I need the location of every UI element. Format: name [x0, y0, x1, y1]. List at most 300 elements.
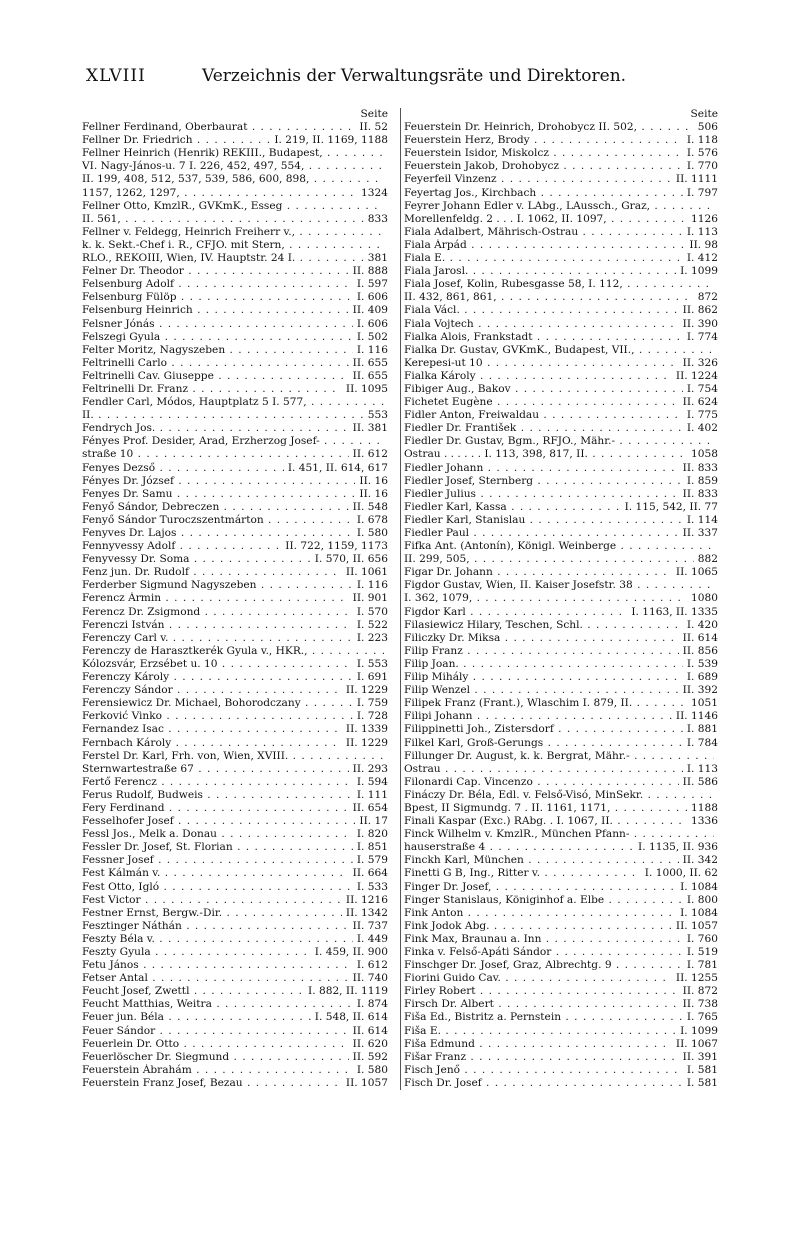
entry-name: Fiša Ed., Bistritz a. Pernstein . . . — [404, 1011, 683, 1024]
index-entry — [82, 1038, 388, 1051]
entry-page-ref: II. 1146 — [675, 710, 718, 723]
index-entry — [404, 789, 718, 802]
index-entry — [404, 435, 718, 448]
entry-name: Fibiger Aug., Bakov . . . — [404, 383, 683, 396]
entry-name: 1157, 1262, 1297, . . . — [82, 187, 357, 200]
entry-name: Fiedler Johann . . . — [404, 462, 679, 475]
right-column — [400, 108, 718, 1090]
entry-name: Filkel Karl, Groß-Gerungs . . . — [404, 737, 683, 750]
index-entry — [404, 684, 718, 697]
index-entry — [82, 723, 388, 736]
entry-name: Feuerstein Ábrahám . . . — [82, 1064, 353, 1077]
entry-page-ref: I. 570 — [356, 605, 388, 618]
entry-page-ref: I. 1084 — [680, 880, 718, 893]
entry-name: Firley Robert . . . — [404, 985, 679, 998]
entry-name: hauserstraße 4 . . . — [404, 841, 634, 854]
entry-name: Figdor Karl . . . — [404, 606, 627, 619]
index-entry — [404, 985, 718, 998]
entry-name: I. 362, 1079, . . . — [404, 592, 687, 605]
index-entry — [82, 462, 388, 475]
entry-name: Feltrinelli Dr. Franz . . . — [82, 383, 342, 396]
index-entry — [404, 632, 718, 645]
index-entry — [82, 160, 388, 173]
entry-name: Finck Wilhelm v. KmzlR., München Pfann- . . . — [404, 828, 714, 841]
entry-name: Fenyes Dezső . . . — [82, 462, 284, 475]
entry-name: Felsenburg Fülöp . . . — [82, 291, 353, 304]
entry-name: Fest Kálmán v. . . . — [82, 867, 349, 880]
entry-name: Feyertag Jos., Kirchbach . . . — [404, 187, 683, 200]
entry-name: II. 561, . . . — [82, 213, 364, 226]
index-entry — [404, 750, 718, 763]
entry-name: Fellner v. Feldegg, Heinrich Freiherr v., . . . — [82, 226, 384, 239]
entry-name: Feszty Gyula . . . — [82, 946, 311, 959]
entry-page-ref: I. 597 — [356, 278, 388, 291]
index-entry — [82, 946, 388, 959]
entry-name: Figar Dr. Johann . . . — [404, 566, 672, 579]
entry-page-ref: I. 116 — [356, 579, 388, 592]
index-entry — [404, 553, 718, 566]
entry-page-ref: II. 1255 — [675, 972, 718, 985]
entry-name: Feucht Josef, Zwettl . . . — [82, 985, 304, 998]
entry-name: Feltrinelli Carlo . . . — [82, 357, 349, 370]
index-entry — [404, 318, 718, 331]
entry-name: Fialka Dr. Gustav, GVKmK., Budapest, VII., . . . — [404, 344, 714, 357]
entry-name: Fiša E. . . . — [404, 1025, 676, 1038]
index-entry — [404, 1025, 718, 1038]
entry-page-ref: I. 451, II. 614, 617 — [287, 461, 388, 474]
entry-page-ref: I. 689 — [686, 671, 718, 684]
entry-page-ref: I. 606 — [356, 317, 388, 330]
index-entry — [404, 802, 718, 815]
entry-page-ref: I. 754 — [686, 382, 718, 395]
entry-name: Fiša Edmund . . . — [404, 1038, 672, 1051]
entry-page-ref: II. 654 — [352, 801, 388, 814]
index-entry — [82, 658, 388, 671]
index-entry — [404, 776, 718, 789]
index-entry — [82, 252, 388, 265]
entry-name: Fiala Jarosl. . . . — [404, 265, 676, 278]
entry-name: Fery Ferdinand . . . — [82, 802, 349, 815]
entry-page-ref: II. 548 — [352, 500, 388, 513]
index-entry — [404, 815, 718, 828]
entry-name: straße 10 . . . — [82, 448, 349, 461]
index-entry — [404, 147, 718, 160]
entry-name: Filip Mihály . . . — [404, 671, 683, 684]
index-entry — [404, 710, 718, 723]
index-entry — [404, 658, 718, 671]
index-entry — [404, 278, 718, 291]
index-entry — [82, 828, 388, 841]
entry-name: Felszegi Gyula . . . — [82, 331, 353, 344]
index-entry — [404, 239, 718, 252]
entry-page-ref: II. 1229 — [345, 736, 388, 749]
entry-name: Fiala Árpád . . . — [404, 239, 685, 252]
index-entry — [82, 265, 388, 278]
entry-page-ref: I. 553 — [356, 657, 388, 670]
entry-page-ref: 553 — [367, 409, 388, 422]
index-entry — [404, 1038, 718, 1051]
entry-name: Ostrau . . . — [404, 763, 683, 776]
entry-page-ref: I. 223 — [356, 631, 388, 644]
index-entry — [404, 1051, 718, 1064]
entry-name: Fiala E. . . . — [404, 252, 683, 265]
entry-page-ref: I. 114 — [686, 513, 718, 526]
index-entry — [82, 867, 388, 880]
index-entry — [404, 160, 718, 173]
index-entry — [82, 645, 388, 658]
entry-name: Festner Ernst, Bergw.-Dir. . . . — [82, 907, 342, 920]
entry-page-ref: I. 881 — [686, 723, 718, 736]
index-entry — [404, 422, 718, 435]
entry-page-ref: I. 579 — [356, 854, 388, 867]
entry-page-ref: I. 851 — [356, 841, 388, 854]
entry-page-ref: II. 16 — [359, 474, 388, 487]
index-entry — [404, 265, 718, 278]
index-entry — [404, 501, 718, 514]
index-entry — [82, 1011, 388, 1024]
entry-page-ref: I. 519 — [686, 946, 718, 958]
entry-page-ref: 1324 — [361, 186, 388, 199]
index-entry — [404, 867, 718, 880]
entry-page-ref: I. 113 — [686, 762, 718, 775]
entry-page-ref: II. 17 — [359, 815, 388, 828]
entry-name: Fiedler Karl, Kassa . . . — [404, 501, 621, 514]
index-entry — [82, 671, 388, 684]
entry-name: Filippinetti Joh., Zistersdorf . . . — [404, 723, 683, 736]
entry-page-ref: II. 16 — [359, 487, 388, 500]
index-entry — [404, 606, 718, 619]
index-entry — [404, 959, 718, 972]
page-header — [86, 66, 726, 92]
index-entry — [404, 645, 718, 658]
index-entry — [404, 723, 718, 736]
index-entry — [404, 357, 718, 370]
page-number: XLVIII — [86, 66, 146, 86]
entry-name: Feszty Béla v. . . . — [82, 933, 353, 946]
entry-page-ref: 833 — [367, 212, 388, 225]
entry-name: Feuerstein Jakob, Drohobycz . . . — [404, 160, 683, 173]
index-entry — [82, 501, 388, 514]
seite-label: Seite — [690, 108, 718, 120]
index-entry — [82, 409, 388, 422]
index-entry — [404, 671, 718, 684]
index-entry — [82, 802, 388, 815]
index-entry — [82, 763, 388, 776]
entry-name: Fendler Carl, Módos, Hauptplatz 5 I. 577, . . . — [82, 396, 384, 409]
entry-page-ref: II. 833 — [682, 461, 718, 474]
entry-page-ref: I. 760 — [686, 932, 718, 945]
entry-page-ref: I. 800 — [686, 893, 718, 906]
entry-name: Ferencz Ármin . . . — [82, 592, 349, 605]
entry-name: RLO., REKOIII, Wien, IV. Hauptstr. 24 I. . . . — [82, 252, 364, 265]
entry-name: Ferenczi István . . . — [82, 619, 353, 632]
entry-page-ref: II. 392 — [682, 684, 718, 697]
page-title: Verzeichnis der Verwaltungsräte und Direktoren. — [202, 66, 627, 86]
index-entry — [404, 566, 718, 579]
entry-page-ref: I. 118 — [686, 134, 718, 147]
entry-name: Finger Stanislaus, Königinhof a. Elbe . . . — [404, 894, 683, 907]
entry-page-ref: II. 655 — [352, 369, 388, 382]
entry-page-ref: I. 412 — [686, 252, 718, 265]
entry-page-ref: II. 1067 — [675, 1037, 718, 1050]
index-entry — [82, 1051, 388, 1064]
entry-page-ref: II. 592 — [352, 1050, 388, 1063]
index-entry — [404, 409, 718, 422]
entry-name: VI. Nagy-János-u. 7 I. 226, 452, 497, 554, . . . — [82, 160, 384, 173]
entry-page-ref: II. 624 — [682, 396, 718, 409]
entry-page-ref: I. 533 — [356, 880, 388, 893]
left-entry-list — [82, 121, 388, 1090]
entry-page-ref: II. 293 — [352, 762, 388, 775]
entry-name: Finckh Karl, München . . . — [404, 854, 679, 867]
index-entry — [82, 318, 388, 331]
entry-page-ref: II. 326 — [682, 356, 718, 369]
entry-name: k. k. Sekt.-Chef i. R., CFJO. mit Stern, . . . — [82, 239, 384, 252]
index-entry — [404, 121, 718, 134]
entry-page-ref: II. 664 — [352, 867, 388, 880]
entry-name: Fifka Ant. (Antonín), Königl. Weinberge . . . — [404, 540, 714, 553]
entry-page-ref: I. 402 — [686, 422, 718, 435]
entry-page-ref: II. 1095 — [345, 382, 388, 395]
entry-page-ref: II. 612 — [352, 448, 388, 461]
entry-name: Feuerstein Herz, Brody . . . — [404, 134, 683, 147]
index-entry — [82, 173, 388, 186]
index-entry — [404, 344, 718, 357]
entry-name: Fernandez Isac . . . — [82, 723, 342, 736]
index-entry — [82, 422, 388, 435]
entry-page-ref: I. 781 — [686, 959, 718, 972]
index-entry — [82, 697, 388, 710]
entry-name: Fisch Jenő . . . — [404, 1064, 683, 1077]
index-entry — [82, 815, 388, 828]
index-entry — [82, 1064, 388, 1077]
entry-name: Fiorini Guido Cav. . . . — [404, 972, 672, 985]
entry-name: Fenyvessy Dr. Soma . . . — [82, 553, 311, 566]
entry-name: Fenyő Sándor, Debreczen . . . — [82, 501, 349, 514]
entry-page-ref: I. 570, II. 656 — [314, 553, 388, 566]
index-entry — [404, 920, 718, 933]
index-entry — [82, 907, 388, 920]
entry-page-ref: II. 337 — [682, 527, 718, 539]
index-entry — [82, 383, 388, 396]
entry-name: Feuer Sándor . . . — [82, 1025, 349, 1038]
index-entry — [404, 894, 718, 907]
entry-page-ref: II. 1061 — [345, 566, 388, 579]
entry-name: Fenz jun. Dr. Rudolf . . . — [82, 566, 342, 579]
entry-page-ref: 1051 — [691, 697, 718, 710]
entry-page-ref: II. 342 — [682, 854, 718, 867]
index-entry — [404, 291, 718, 304]
entry-page-ref: II. 655 — [352, 356, 388, 369]
entry-name: Ostrau . . . . . . I. 113, 398, 817, II. . . . — [404, 448, 687, 461]
entry-name: Finali Kaspar (Exc.) RAbg. . I. 1067, II. . . . — [404, 815, 687, 828]
index-entry — [82, 147, 388, 160]
index-entry — [404, 579, 718, 592]
entry-name: Fišar Franz . . . — [404, 1051, 679, 1064]
index-entry — [404, 972, 718, 985]
entry-page-ref: 381 — [367, 252, 388, 265]
entry-name: Ferenczy Carl v. . . . — [82, 632, 353, 645]
entry-name: Finka v. Felső-Apáti Sándor . . . — [404, 946, 683, 959]
entry-name: Fiedler Julius . . . — [404, 488, 679, 501]
entry-name: Bpest, II Sigmundg. 7 . II. 1161, 1171, . . . — [404, 802, 687, 815]
index-entry — [82, 920, 388, 933]
entry-name: Feuerstein Dr. Heinrich, Drohobycz II. 502, . . . — [404, 121, 694, 134]
entry-page-ref: II. 738 — [682, 998, 718, 1011]
entry-name: Fetu János . . . — [82, 959, 353, 972]
entry-name: Fiedler Karl, Stanislau . . . — [404, 514, 683, 527]
index-entry — [82, 998, 388, 1011]
entry-page-ref: I. 1163, II. 1335 — [631, 605, 718, 618]
index-entry — [404, 252, 718, 265]
entry-name: Feuer jun. Béla . . . — [82, 1011, 311, 1024]
index-entry — [404, 592, 718, 605]
entry-name: Fink Max, Braunau a. Inn . . . — [404, 933, 683, 946]
entry-page-ref: I. 1099 — [680, 265, 718, 278]
entry-page-ref: I. 759 — [356, 697, 388, 710]
index-entry — [404, 200, 718, 213]
entry-page-ref: II. 856 — [682, 644, 718, 657]
index-entry — [82, 854, 388, 867]
entry-page-ref: I. 522 — [356, 618, 388, 631]
entry-name: Finschger Dr. Josef, Graz, Albrechtg. 9 . . . — [404, 959, 683, 972]
index-entry — [404, 540, 718, 553]
entry-name: Fesztinger Náthán . . . — [82, 920, 349, 933]
entry-page-ref: 882 — [697, 553, 718, 566]
index-entry — [82, 750, 388, 763]
entry-page-ref: II. 381 — [352, 422, 388, 435]
index-entry — [82, 475, 388, 488]
index-entry — [404, 619, 718, 632]
index-entry — [82, 304, 388, 317]
entry-name: II. 432, 861, 861, . . . — [404, 291, 694, 304]
entry-name: Fiedler Dr. František . . . — [404, 422, 683, 435]
index-entry — [404, 1064, 718, 1077]
entry-name: Fiedler Josef, Sternberg . . . — [404, 475, 683, 488]
index-entry — [82, 789, 388, 802]
entry-page-ref: I. 691 — [356, 671, 388, 684]
entry-name: Felsner Jónás . . . — [82, 318, 353, 331]
entry-page-ref: 506 — [697, 121, 718, 134]
index-entry — [404, 370, 718, 383]
entry-name: Fiala Josef, Kolin, Rubesgasse 58, I. 112, . . . — [404, 278, 714, 291]
index-entry — [82, 344, 388, 357]
index-entry — [82, 959, 388, 972]
entry-name: Fisch Dr. Josef . . . — [404, 1077, 683, 1090]
index-entry — [404, 1077, 718, 1090]
index-entry — [404, 527, 718, 540]
entry-name: Fináczy Dr. Béla, Edl. v. Felső-Visó, MinSekr. . . . — [404, 789, 714, 802]
entry-name: Felner Dr. Theodor . . . — [82, 265, 349, 278]
entry-name: Ferencz Dr. Zsigmond . . . — [82, 606, 353, 619]
entry-page-ref: II. 1216 — [345, 893, 388, 906]
entry-page-ref: II. 98 — [689, 238, 718, 251]
index-entry — [404, 737, 718, 750]
index-entry — [82, 514, 388, 527]
entry-name: Fellner Otto, KmzlR., GVKmK., Esseg . . . — [82, 200, 384, 213]
entry-page-ref: I. 678 — [356, 513, 388, 526]
entry-name: Fendrych Jos. . . . — [82, 422, 349, 435]
entry-page-ref: I. 820 — [356, 828, 388, 841]
entry-name: Ferderber Sigmund Nagyszeben . . . — [82, 579, 353, 592]
entry-name: Fichetet Eugène . . . — [404, 396, 679, 409]
entry-page-ref: II. 1229 — [345, 684, 388, 697]
index-entry — [82, 841, 388, 854]
index-entry — [404, 396, 718, 409]
entry-name: Ferković Vinko . . . — [82, 710, 353, 723]
index-entry — [82, 619, 388, 632]
entry-name: Fillunger Dr. August, k. k. Bergrat, Mähr.- . . . — [404, 750, 714, 763]
entry-name: Filasiewicz Hilary, Teschen, Schl. . . . — [404, 619, 683, 632]
entry-name: Feyerfeil Vinzenz . . . — [404, 173, 672, 186]
entry-page-ref: I. 1135, II. 936 — [638, 841, 718, 854]
index-entry — [404, 226, 718, 239]
index-entry — [404, 134, 718, 147]
index-entry — [82, 357, 388, 370]
entry-name: Filonardi Cap. Vincenzo . . . — [404, 776, 679, 789]
entry-name: Fest Victor . . . — [82, 894, 342, 907]
entry-name: Fetser Antal . . . — [82, 972, 349, 985]
entry-page-ref: II. 409 — [352, 304, 388, 317]
index-entry — [82, 435, 388, 448]
index-entry — [404, 881, 718, 894]
index-entry — [82, 239, 388, 252]
entry-page-ref: I. 581 — [686, 1076, 718, 1089]
index-entry — [82, 370, 388, 383]
entry-name: Feuerstein Isidor, Miskolcz . . . — [404, 147, 683, 160]
index-entry — [404, 448, 718, 461]
index-entry — [404, 187, 718, 200]
index-entry — [82, 894, 388, 907]
entry-name: Fiala Václ. . . . — [404, 304, 679, 317]
entry-page-ref: I. 1099 — [680, 1024, 718, 1037]
index-entry — [404, 488, 718, 501]
entry-name: Felter Moritz, Nagyszeben . . . — [82, 344, 353, 357]
index-entry — [82, 1077, 388, 1090]
entry-name: Filip Franz . . . — [404, 645, 679, 658]
entry-name: Ferus Rudolf, Budweis . . . — [82, 789, 353, 802]
entry-page-ref: II. 862 — [682, 304, 718, 317]
index-entry — [404, 331, 718, 344]
index-entry — [82, 187, 388, 200]
entry-name: Ferstel Dr. Karl, Frh. von, Wien, XVIII. . . . — [82, 750, 384, 763]
entry-name: Feuerlöscher Dr. Siegmund . . . — [82, 1051, 349, 1064]
entry-page-ref: II. 1057 — [675, 919, 718, 932]
entry-page-ref: II. 1224 — [675, 369, 718, 382]
entry-name: Kerepesi-ut 10 . . . — [404, 357, 679, 370]
index-entry — [82, 592, 388, 605]
index-entry — [82, 632, 388, 645]
entry-name: Fiala Vojtech . . . — [404, 318, 679, 331]
entry-name: Fiala Adalbert, Mährisch-Ostrau . . . — [404, 226, 683, 239]
index-entry — [82, 488, 388, 501]
entry-name: Kólozsvár, Erzsébet u. 10 . . . — [82, 658, 353, 671]
index-entry — [82, 710, 388, 723]
seite-label: Seite — [360, 108, 388, 120]
index-entry — [404, 841, 718, 854]
index-entry — [82, 737, 388, 750]
index-entry — [82, 972, 388, 985]
right-entry-list — [404, 121, 718, 1090]
entry-page-ref: I. 113 — [686, 225, 718, 238]
entry-name: Fenyő Sándor Turoczszentmárton . . . — [82, 514, 353, 527]
index-entry — [404, 828, 718, 841]
index-entry — [82, 566, 388, 579]
entry-page-ref: II. 586 — [682, 775, 718, 788]
entry-page-ref: 1126 — [691, 212, 718, 225]
entry-name: Fink Anton . . . — [404, 907, 676, 920]
entry-name: Fink Jodok Abg. . . . — [404, 920, 672, 933]
